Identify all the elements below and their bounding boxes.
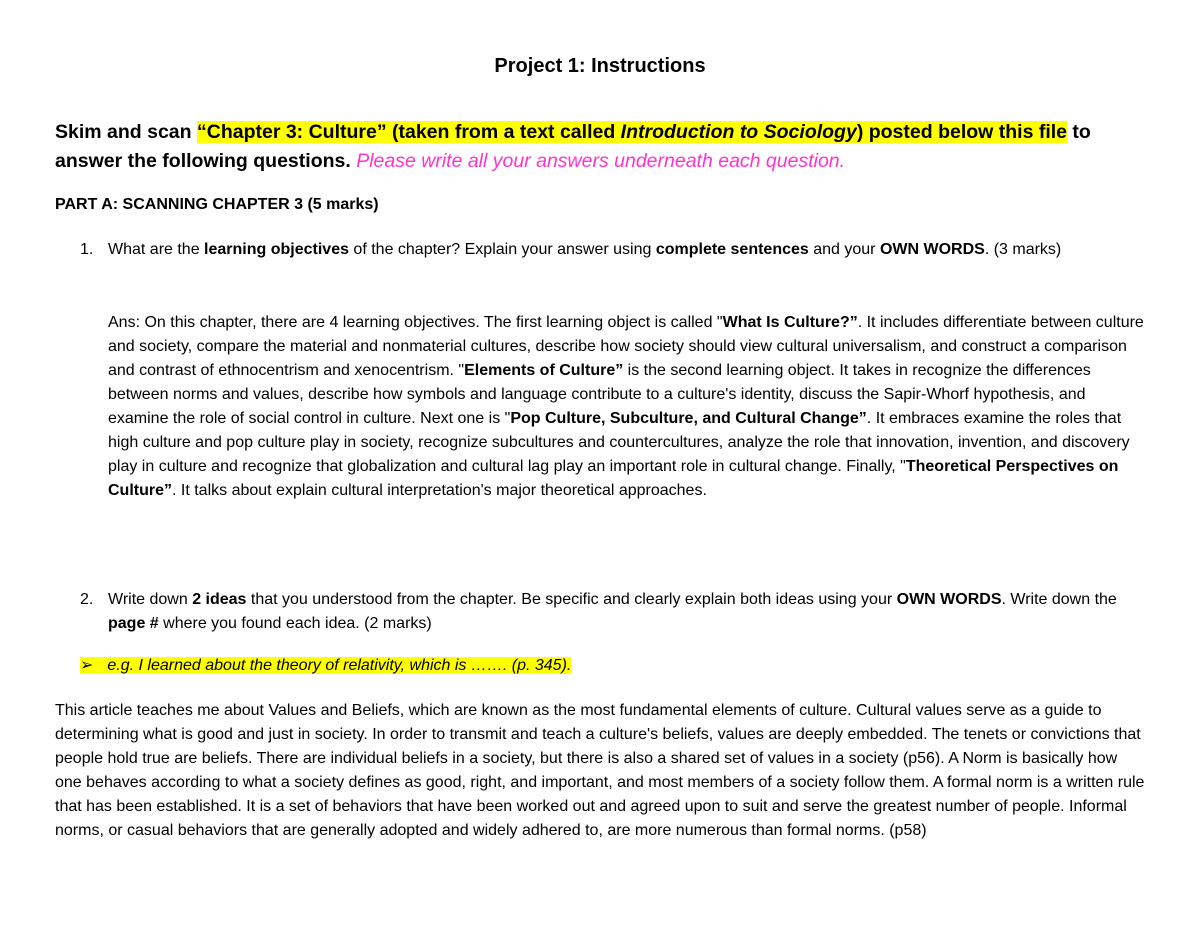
intro-tail: to answer the following questions. xyxy=(55,121,1091,172)
intro-highlight-posted: ) posted below this file xyxy=(856,121,1068,143)
example-bullet xyxy=(80,654,571,678)
question-1-text: What are the learning objectives of the chapter? Explain your answer using complete sentences and your OWN WORDS. (3 marks) xyxy=(108,241,1062,258)
question-1 xyxy=(80,238,1145,262)
page-title: Project 1: Instructions xyxy=(494,55,706,77)
intro-book-title: Introduction to Sociology xyxy=(620,121,857,143)
answer-1: Ans: On this chapter, there are 4 learning objectives. The first learning object is called "What Is Culture?”. It includes differentiate between culture and society, compare the material and nonmaterial cultures, describe how society should view cultural universalism, and construct a comparison and contrast of ethnocentrism and xenocentrism. "Elements of Culture” is the second learning object. It takes in recognize the differences between norms and values, describe how symbols and language contribute to a culture's identity, discuss the Sapir-Whorf hypothesis, and examine the role of social control in culture. Next one is "Pop Culture, Subculture, and Cultural Change”. It embraces examine the roles that high culture and pop culture play in society, recognize subcultures and countercultures, analyze the role that innovation, invention, and discovery play in culture and recognize that globalization and cultural lag play an important role in cultural change. Finally, "Theoretical Perspectives on Culture”. It talks about explain cultural interpretation's major theoretical approaches. xyxy=(108,314,1144,499)
intro-highlight-chapter: “Chapter 3: Culture” (taken from a text called xyxy=(196,121,621,143)
arrow-bullet-icon: ➢ xyxy=(80,657,94,674)
instructions-intro xyxy=(55,118,1145,176)
question-2 xyxy=(80,588,1145,636)
question-1-number: 1. xyxy=(80,241,94,258)
part-a-heading: PART A: SCANNING CHAPTER 3 (5 marks) xyxy=(55,196,379,213)
intro-instruction-note: Please write all your answers underneath each question. xyxy=(356,150,846,172)
answer-2: This article teaches me about Values and Beliefs, which are known as the most fundamental elements of culture. Cultural values serve as a guide to determining what is good and just in society. In order to transmit and teach a culture's beliefs, values are deeply embedded. The tenets or convictions that people hold true are beliefs. There are individual beliefs in a society, but there is also a shared set of values in a society (p56). A Norm is basically how one behaves according to what a society defines as good, right, and important, and most members of a society follow them. A formal norm is a written rule that has been established. It is a set of behaviors that have been worked out and agreed upon to suit and serve the greatest number of people. Informal norms, or casual behaviors that are generally adopted and widely adhered to, are more numerous than formal norms. (p58) xyxy=(55,702,1145,839)
question-2-number: 2. xyxy=(80,591,94,608)
question-2-text: Write down 2 ideas that you understood from the chapter. Be specific and clearly explain both ideas using your OWN WORDS. Write down the page # where you found each idea. (2 marks) xyxy=(108,591,1117,632)
example-text: e.g. I learned about the theory of relativity, which is ……. (p. 345). xyxy=(107,657,572,674)
intro-lead: Skim and scan xyxy=(55,121,197,143)
